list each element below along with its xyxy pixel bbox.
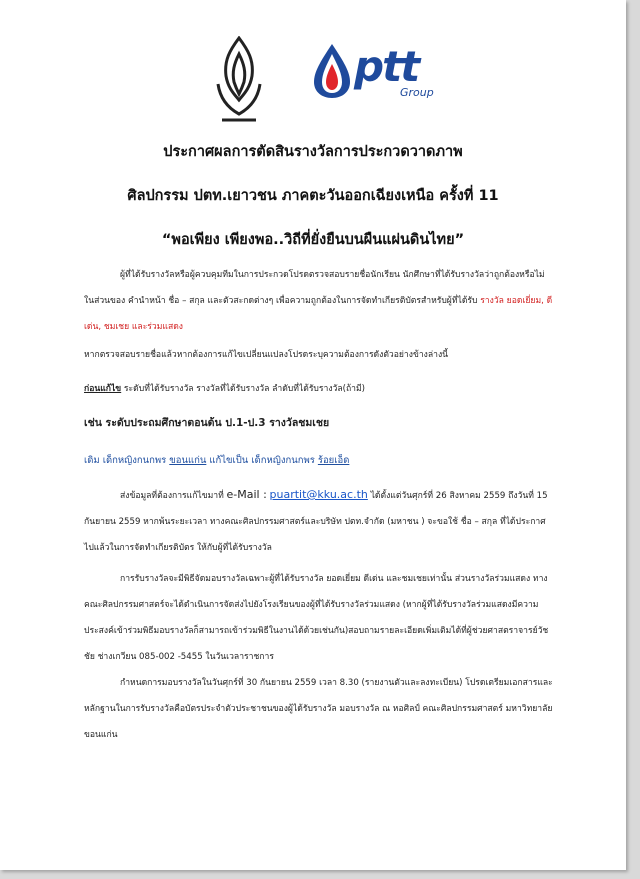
before-edit-label: ก่อนแก้ไข — [84, 384, 122, 394]
paragraph-before-edit — [84, 376, 554, 402]
paragraph-example-correction — [84, 448, 554, 474]
ubosot-emblem-icon — [214, 36, 264, 122]
paragraph-verify-names — [84, 262, 554, 340]
ptt-group-label: Group — [400, 86, 434, 99]
correction-middle: แก้ไขเป็น เด็กหญิงกนกพร — [209, 455, 315, 466]
correction-new-value: ร้อยเอ็ด — [317, 455, 350, 466]
correction-old-value: ขอนแก่น — [169, 455, 207, 466]
paragraph-email-submission — [84, 482, 554, 561]
email-link[interactable]: puartit@kku.ac.th — [269, 488, 368, 501]
ptt-flame-icon — [312, 42, 352, 100]
ptt-logo — [312, 42, 442, 112]
announcement-title-line2: ศิลปกรรม ปตท.เยาวชน ภาคตะวันออกเฉียงเหนือ ครั้งที่ 11 — [127, 188, 499, 204]
logo-header — [0, 36, 626, 122]
email-deadline-text: ได้ตั้งแต่วันศุกร์ที่ 26 สิงหาคม 2559 ถึงวันที่ 15 กันยายน 2559 หากพ้นระยะเวลา ทางคณะศิลปกรรมศาสตร์และบริษัท ปตท.จำกัด (มหาชน ) จะขอใช้ ชื่อ – สกุล ที่ได้ประกาศไปแล้วในการจัดทำเกียรติบัตร ให้กับผู้ที่ได้รับรางวัล — [84, 491, 548, 553]
ptt-wordmark: ptt — [354, 42, 419, 91]
paragraph-example: เช่น ระดับประถมศึกษาตอนต้น ป.1-ป.3 รางวัลชมเชย — [84, 417, 330, 429]
paragraph-edit-instructions: หากตรวจสอบรายชื่อแล้วหากต้องการแก้ไขเปลี่ยนแปลงโปรดระบุความต้องการดังตัวอย่างข้างล่างนี้ — [84, 350, 449, 360]
paragraph-award-ceremony: การรับรางวัลจะมีพิธีจัดมอบรางวัลเฉพาะผู้ที่ได้รับรางวัล ยอดเยี่ยม ดีเด่น และชมเชยเท่านั้น ส่วนรางวัลร่วมแสดง ทางคณะศิลปกรรมศาสตร์จะได้ดำเนินการจัดส่งไปยังโรงเรียนของผู้ที่ได้รับรางวัลร่วมแสดง (หากผู้ที่ได้รับรางวัลร่วมแสดงมีความประสงค์เข้าร่วมพิธีมอบรางวัลก็สามารถเข้าร่วมพิธีในงานได้ด้วยเช่นกัน)สอบถามรายละเอียดเพิ่มเติมได้ที่ผู้ช่วยศาสตราจารย์วัชชัย ช่างเกวียน 085-002 -5455 ในวันเวลาราชการ — [84, 574, 549, 662]
correction-prefix: เดิม เด็กหญิงกนกพร — [84, 455, 167, 466]
email-lead-text: ส่งข้อมูลที่ต้องการแก้ไขมาที่ — [120, 491, 224, 501]
announcement-title-line3: “พอเพียง เพียงพอ..วิถีที่ยั่งยืนบนผืนแผ่นดินไทย” — [161, 232, 465, 248]
award-levels-highlight: รางวัล ยอดเยี่ยม, ดีเด่น, ชมเชย และร่วมแสดง — [84, 296, 553, 332]
announcement-title-line1: ประกาศผลการตัดสินรางวัลการประกวดวาดภาพ — [163, 144, 463, 160]
before-edit-text: ระดับที่ได้รับรางวัล รางวัลที่ได้รับรางวัล ลำดับที่ได้รับรางวัล(ถ้ามี) — [123, 384, 366, 394]
paragraph-award-schedule: กำหนดการมอบรางวัลในวันศุกร์ที่ 30 กันยายน 2559 เวลา 8.30 (รายงานตัวและลงทะเบียน) โปรดเตรียมเอกสารและหลักฐานในการรับรางวัลคือบัตรประจำตัวประชาชนของผู้ได้รับรางวัล มอบรางวัล ณ หอศิลป์ คณะศิลปกรรมศาสตร์ มหาวิทยาลัยขอนแก่น — [84, 678, 553, 740]
paragraph-verify-text: ผู้ที่ได้รับรางวัลหรือผู้ควบคุมทีมในการประกวดโปรดตรวจสอบรายชื่อนักเรียน นักศึกษาที่ได้รับรางวัลว่าถูกต้องหรือไม่ในส่วนของ คำนำหน้า ชื่อ – สกุล และตัวสะกดต่างๆ เพื่อความถูกต้องในการจัดทำเกียรติบัตรสำหรับผู้ที่ได้รับ — [84, 270, 545, 306]
email-label: e-Mail : — [226, 488, 267, 501]
